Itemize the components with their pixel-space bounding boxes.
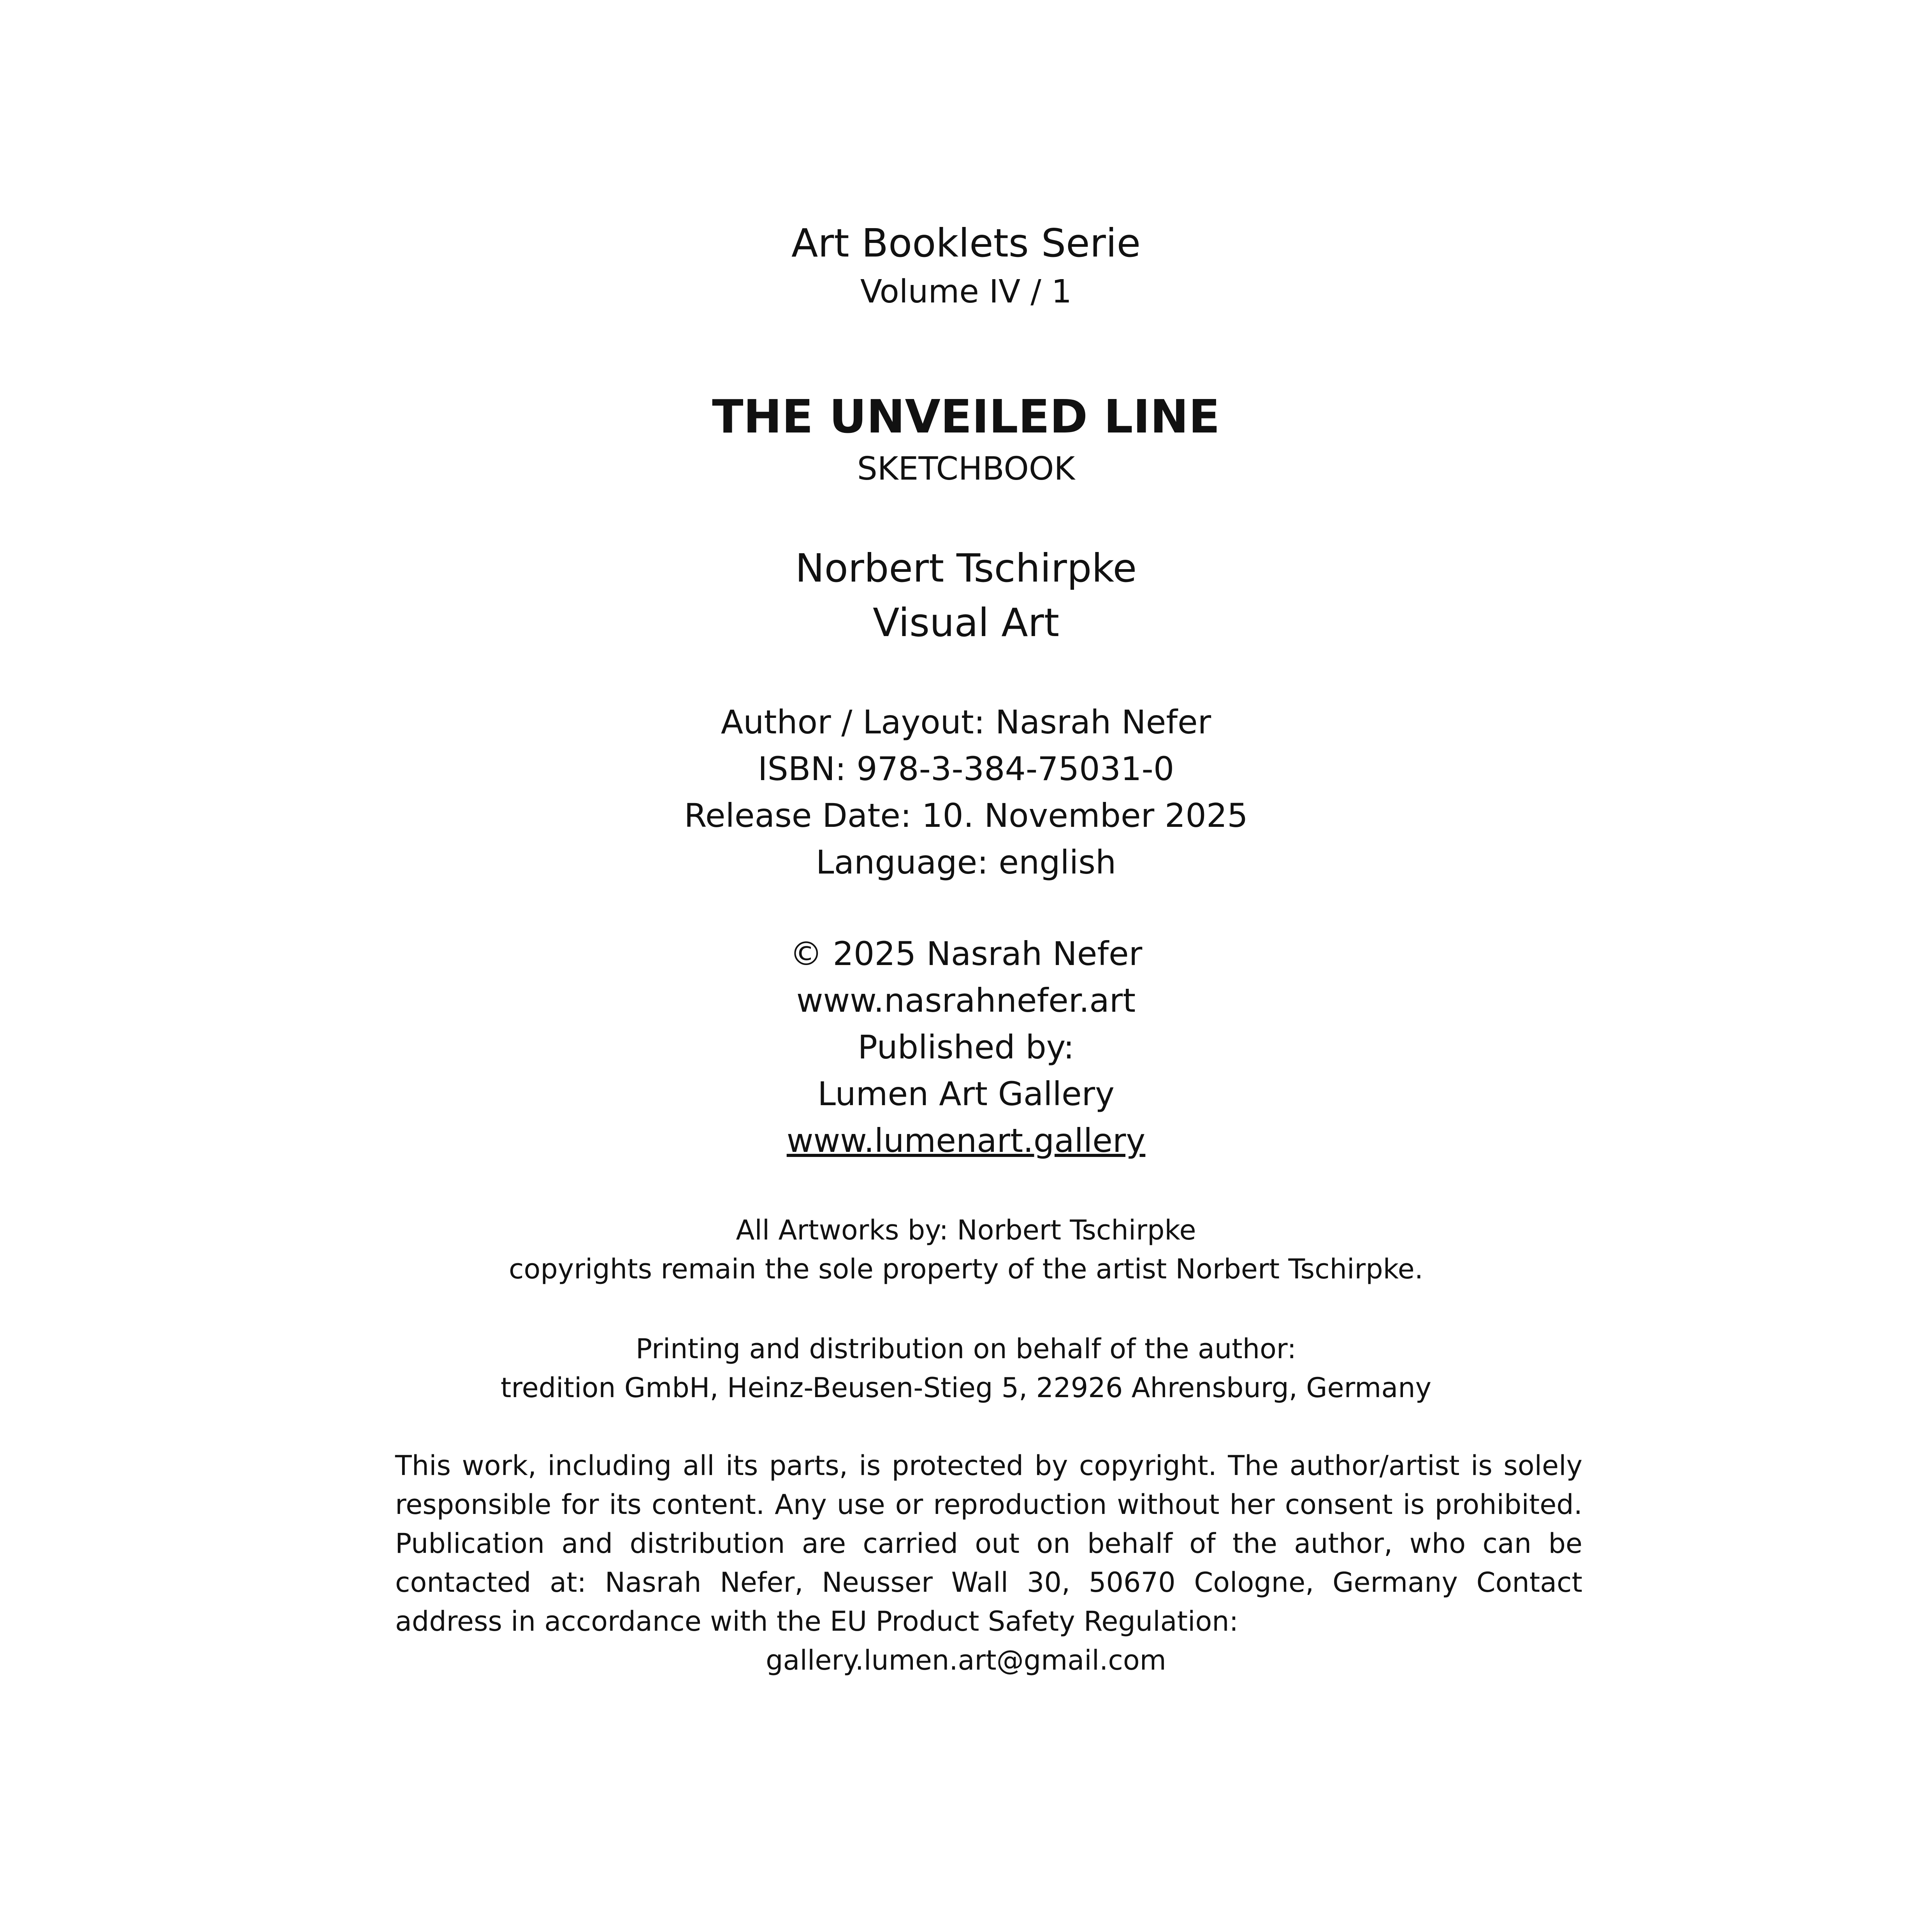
author-layout-line: Author / Layout: Nasrah Nefer <box>721 703 1211 741</box>
author-website: www.nasrahnefer.art <box>796 981 1136 1020</box>
language-line: Language: english <box>816 843 1116 881</box>
copyright-note: copyrights remain the sole property of the artist Norbert Tschirpke. <box>509 1253 1423 1285</box>
series-volume: Volume IV / 1 <box>860 273 1072 310</box>
book-title-block <box>0 385 1932 490</box>
publisher-block <box>0 930 1932 1164</box>
published-by-label: Published by: <box>858 1028 1074 1066</box>
artwork-credits <box>0 1211 1932 1289</box>
series-title: Art Booklets Serie <box>791 220 1141 266</box>
printing-block <box>0 1329 1932 1407</box>
legal-notice: This work, including all its parts, is protected by copyright. The author/artist is solely responsible for its content. Any use or reproduction without her consent is prohibited. Publication and distribution are carried out on behalf of the author, who can be contacted at: Nasrah Nefer, Neusser Wall 30, 50670 Cologne, Germany Contact address in accordance with the EU Product Safety Regulation: <box>395 1450 1582 1637</box>
book-metadata <box>0 699 1932 886</box>
release-date-line: Release Date: 10. November 2025 <box>684 796 1248 835</box>
copyright-line: © 2025 Nasrah Nefer <box>789 935 1143 973</box>
printing-address: tredition GmbH, Heinz-Beusen-Stieg 5, 22926 Ahrensburg, Germany <box>500 1372 1432 1404</box>
book-title: THE UNVEILED LINE <box>712 390 1220 443</box>
artworks-by-line: All Artworks by: Norbert Tschirpke <box>736 1214 1196 1246</box>
contact-email: gallery.lumen.art@gmail.com <box>766 1644 1166 1676</box>
publisher-name: Lumen Art Gallery <box>817 1075 1115 1113</box>
artist-discipline: Visual Art <box>872 600 1060 645</box>
artist-block <box>0 541 1932 650</box>
artist-name: Norbert Tschirpke <box>795 545 1137 591</box>
printing-label: Printing and distribution on behalf of the author: <box>635 1333 1297 1365</box>
book-subtitle: SKETCHBOOK <box>857 450 1075 487</box>
isbn-line: ISBN: 978-3-384-75031-0 <box>758 750 1174 788</box>
series-block <box>0 218 1932 315</box>
publisher-website-link[interactable]: www.lumenart.gallery <box>786 1122 1146 1160</box>
